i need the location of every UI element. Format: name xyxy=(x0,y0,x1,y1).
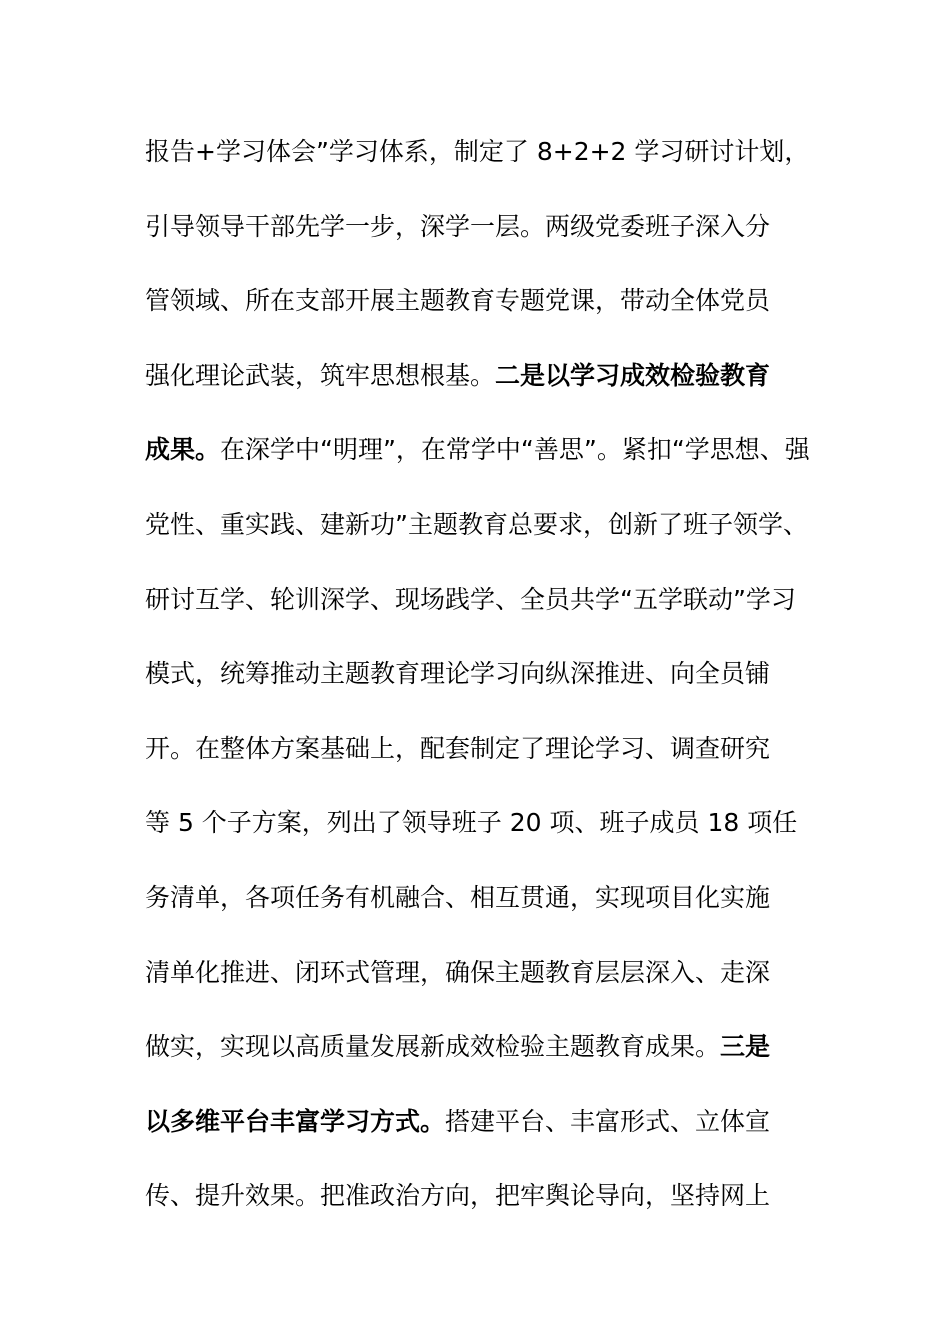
text-segment: 搭建平台、丰富形式、立体宣 xyxy=(445,1107,771,1136)
bold-text-segment: 二是以学习成效检验教育 xyxy=(495,361,771,390)
text-segment: 务清单，各项任务有机融合、相互贯通，实现项目化实施 xyxy=(145,883,771,912)
text-line xyxy=(145,359,845,393)
text-segment: 在深学中“明理”，在常学中“善思”。紧扣“学思想、强 xyxy=(220,435,810,464)
text-segment: 模式，统筹推动主题教育理论学习向纵深推进、向全员铺 xyxy=(145,659,771,688)
text-segment: 管领域、所在支部开展主题教育专题党课，带动全体党员 xyxy=(145,286,771,315)
text-line xyxy=(145,806,845,840)
text-line xyxy=(145,1030,845,1064)
bold-text-segment: 成果。 xyxy=(145,435,221,464)
text-line xyxy=(145,1105,845,1139)
text-segment: 党性、重实践、建新功”主题教育总要求，创新了班子领学、 xyxy=(145,510,808,539)
text-line xyxy=(145,284,845,318)
text-line xyxy=(145,508,845,542)
text-line xyxy=(145,135,845,169)
text-line xyxy=(145,657,845,691)
text-segment: 开。在整体方案基础上，配套制定了理论学习、调查研究 xyxy=(145,734,771,763)
bold-text-segment: 三是 xyxy=(720,1032,771,1061)
text-line xyxy=(145,433,845,467)
text-line xyxy=(145,1179,845,1213)
text-segment: 报告+学习体会”学习体系，制定了 8+2+2 学习研讨计划， xyxy=(145,137,810,166)
bold-text-segment: 以多维平台丰富学习方式。 xyxy=(145,1107,446,1136)
text-segment: 做实，实现以高质量发展新成效检验主题教育成果。 xyxy=(145,1032,721,1061)
text-segment: 强化理论武装，筑牢思想根基。 xyxy=(145,361,496,390)
text-line xyxy=(145,956,845,990)
text-line xyxy=(145,583,845,617)
text-segment: 引导领导干部先学一步，深学一层。两级党委班子深入分 xyxy=(145,212,771,241)
text-line xyxy=(145,732,845,766)
text-segment: 传、提升效果。把准政治方向，把牢舆论导向，坚持网上 xyxy=(145,1181,771,1210)
text-segment: 等 5 个子方案，列出了领导班子 20 项、班子成员 18 项任 xyxy=(145,808,798,837)
text-line xyxy=(145,210,845,244)
text-segment: 研讨互学、轮训深学、现场践学、全员共学“五学联动”学习 xyxy=(145,585,796,614)
text-line xyxy=(145,881,845,915)
text-segment: 清单化推进、闭环式管理，确保主题教育层层深入、走深 xyxy=(145,958,771,987)
